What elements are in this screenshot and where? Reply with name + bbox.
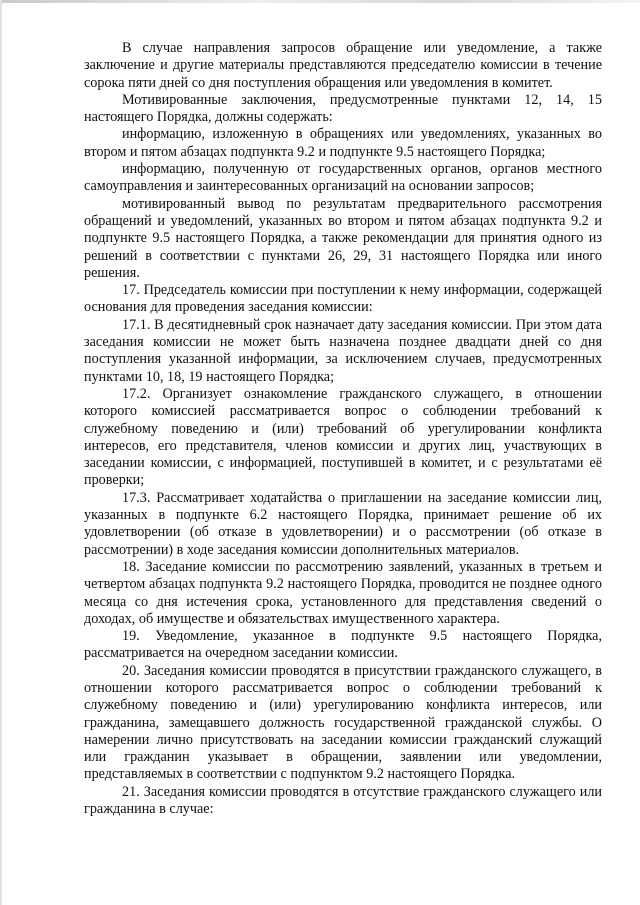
paragraph-info-from-appeals: информацию, изложенную в обращениях или уведомлениях, указанных во втором и пятом абзацах подпункта 9.2 и подпункте 9.5 настоящего Порядка;	[84, 126, 602, 160]
paragraph-19: 19. Уведомление, указанное в подпункте 9.5 настоящего Порядка, рассматривается на очередном заседании комиссии.	[84, 628, 602, 662]
paragraph-17-1: 17.1. В десятидневный срок назначает дату заседания комиссии. При этом дата заседания комиссии не может быть назначена позднее двадцати дней со дня поступления указанной информации, за исключением случаев, предусмотренных пунктами 10, 18, 19 настоящего Порядка;	[84, 316, 602, 385]
paragraph-reasoned-conclusion: мотивированный вывод по результатам предварительного рассмотрения обращений и уведомлений, указанных во втором и пятом абзацах подпункта 9.2 и подпункте 9.5 настоящего Порядка, а также рекомендации для принятия одного из решений в соответствии с пунктами 26, 29, 31 настоящего Порядка или иного решения.	[84, 195, 602, 281]
paragraph-17-2: 17.2. Организует ознакомление гражданского служащего, в отношении которого комиссией рассматривается вопрос о соблюдении требований к служебному поведению и (или) требований об урегулировании конфликта интересов, его представителя, членов комиссии и других лиц, участвующих в заседании комиссии, с информацией, поступившей в комитет, и с результатами её проверки;	[84, 385, 602, 489]
paragraph-conclusions-content: Мотивированные заключения, предусмотренные пунктами 12, 14, 15 настоящего Порядка, должны содержать:	[84, 91, 602, 126]
scan-edge-top	[0, 0, 640, 3]
paragraph-20: 20. Заседания комиссии проводятся в присутствии гражданского служащего, в отношении которого рассматривается вопрос о соблюдении требований к служебному поведению и (или) урегулированию конфликта интересов, или гражданина, замещавшего должность государственной гражданской службы. О намерении лично присутствовать на заседании комиссии гражданский служащий или гражданин указывает в обращении, заявлении или уведомлении, представляемых в соответствии с подпунктом 9.2 настоящего Порядка.	[84, 662, 602, 783]
paragraph-21: 21. Заседания комиссии проводятся в отсутствие гражданского служащего или гражданина в случае:	[84, 783, 602, 818]
paragraph-requests-deadline: В случае направления запросов обращение или уведомление, а также заключение и другие материалы представляются председателю комиссии в течение сорока пяти дней со дня поступления обращения или уведомления в комитет.	[84, 40, 602, 91]
paragraph-info-from-agencies: информацию, полученную от государственных органов, органов местного самоуправления и заинтересованных организаций на основании запросов;	[84, 161, 602, 195]
document-page	[84, 40, 602, 818]
paragraph-17: 17. Председатель комиссии при поступлении к нему информации, содержащей основания для проведения заседания комиссии:	[84, 282, 602, 316]
paragraph-17-3: 17.3. Рассматривает ходатайства о приглашении на заседание комиссии лиц, указанных в подпункте 6.2 настоящего Порядка, принимает решение об их удовлетворении (об отказе в удовлетворении) и о рассмотрении (об отказе в рассмотрении) в ходе заседания комиссии дополнительных материалов.	[84, 489, 602, 558]
paragraph-18: 18. Заседание комиссии по рассмотрению заявлений, указанных в третьем и четвертом абзацах подпункта 9.2 настоящего Порядка, проводится не позднее одного месяца со дня истечения срока, установленного для представления сведений о доходах, об имуществе и обязательствах имущественного характера.	[84, 558, 602, 627]
scan-edge-left	[0, 0, 2, 905]
